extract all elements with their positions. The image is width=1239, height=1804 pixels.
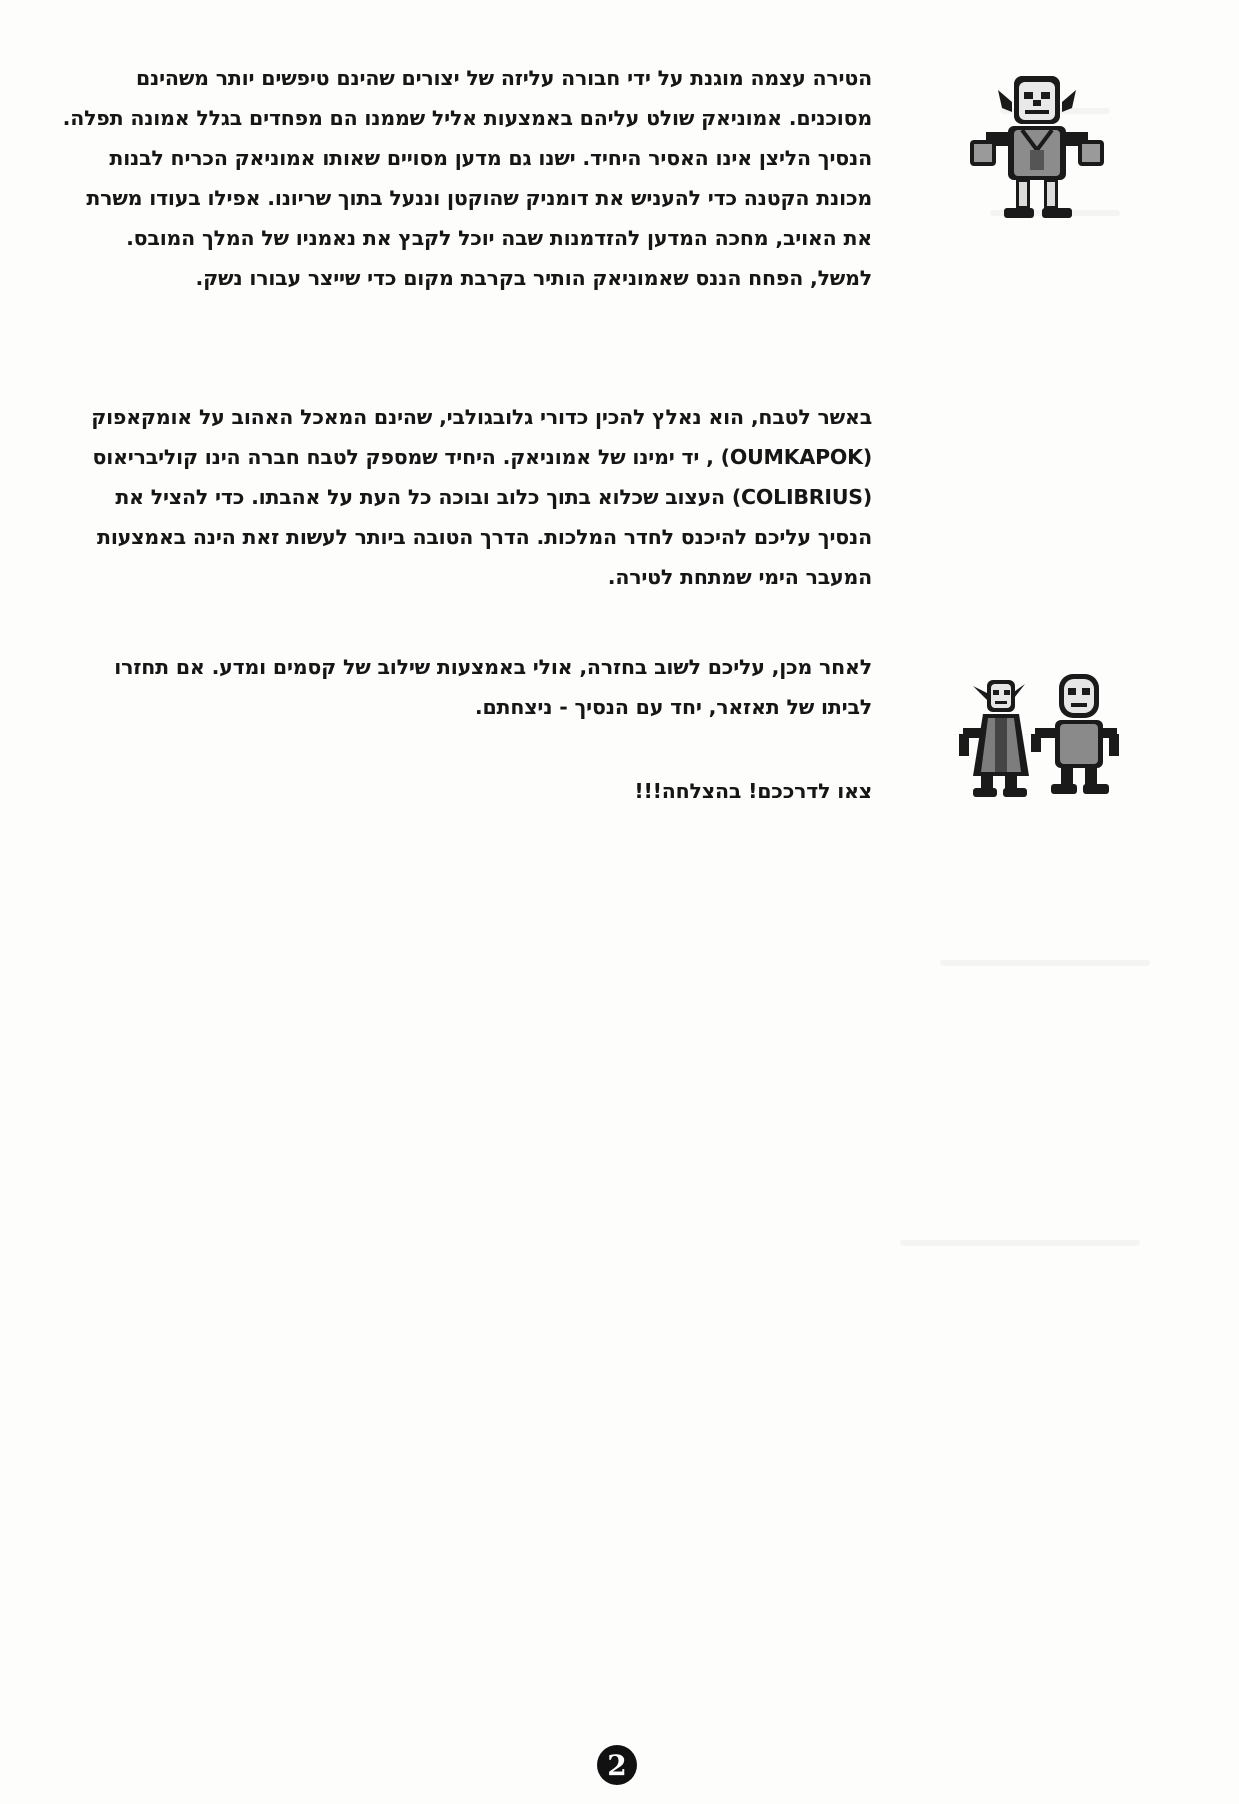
paragraph-text: לאחר מכן, עליכם לשוב בחזרה, אולי באמצעות שילוב של קסמים ומדע. אם תחזרו לביתו של תאזאר, יחד עם הנסיך - ניצחתם. bbox=[114, 655, 872, 719]
bleed-through-mark bbox=[940, 960, 1150, 966]
page-number-badge bbox=[597, 1745, 637, 1785]
pixel-goblin-guard-icon bbox=[958, 68, 1116, 224]
body-paragraph-1 bbox=[62, 58, 872, 298]
bleed-through-mark bbox=[900, 1240, 1140, 1246]
closing-line bbox=[62, 771, 872, 811]
pixel-two-creatures-icon bbox=[955, 668, 1125, 802]
paragraph-text: הטירה עצמה מוגנת על ידי חבורה עליזה של יצורים שהינם טיפשים יותר משהינם מסוכנים. אמוניאק שולט עליהם באמצעות אליל שממנו הם מפחדים בגלל אמונה תפלה. הנסיך הליצן אינו האסיר היחיד. ישנו גם מדען מסויים שאותו אמוניאק הכריח לבנות מכונת הקטנה כדי להעניש את דומניק שהוקטן וננעל בתוך שריונו. אפילו בעודו משרת את האויב, מחכה המדען להזדמנות שבה יוכל לקבץ את נאמניו של המלך המובס. למשל, הפחח הננס שאמוניאק הותיר בקרבת מקום כדי שייצר עבורו נשק. bbox=[62, 66, 872, 290]
body-paragraph-3 bbox=[62, 647, 872, 727]
body-paragraph-2 bbox=[62, 397, 872, 597]
page-number: 2 bbox=[607, 1748, 627, 1782]
paragraph-text: באשר לטבח, הוא נאלץ להכין כדורי גלובגולבי, שהינם המאכל האהוב על אומקאפוק (OUMKAPOK) , יד ימינו של אמוניאק. היחיד שמספק לטבח חברה הינו קוליבריאוס (COLIBRIUS) העצוב שכלוא בתוך כלוב ובוכה כל העת על אהבתו. כדי להציל את הנסיך עליכם להיכנס לחדר המלכות. הדרך הטובה ביותר לעשות זאת הינה באמצעות המעבר הימי שמתחת לטירה. bbox=[91, 405, 872, 589]
closing-text: צאו לדרככם! בהצלחה!!! bbox=[634, 779, 872, 803]
